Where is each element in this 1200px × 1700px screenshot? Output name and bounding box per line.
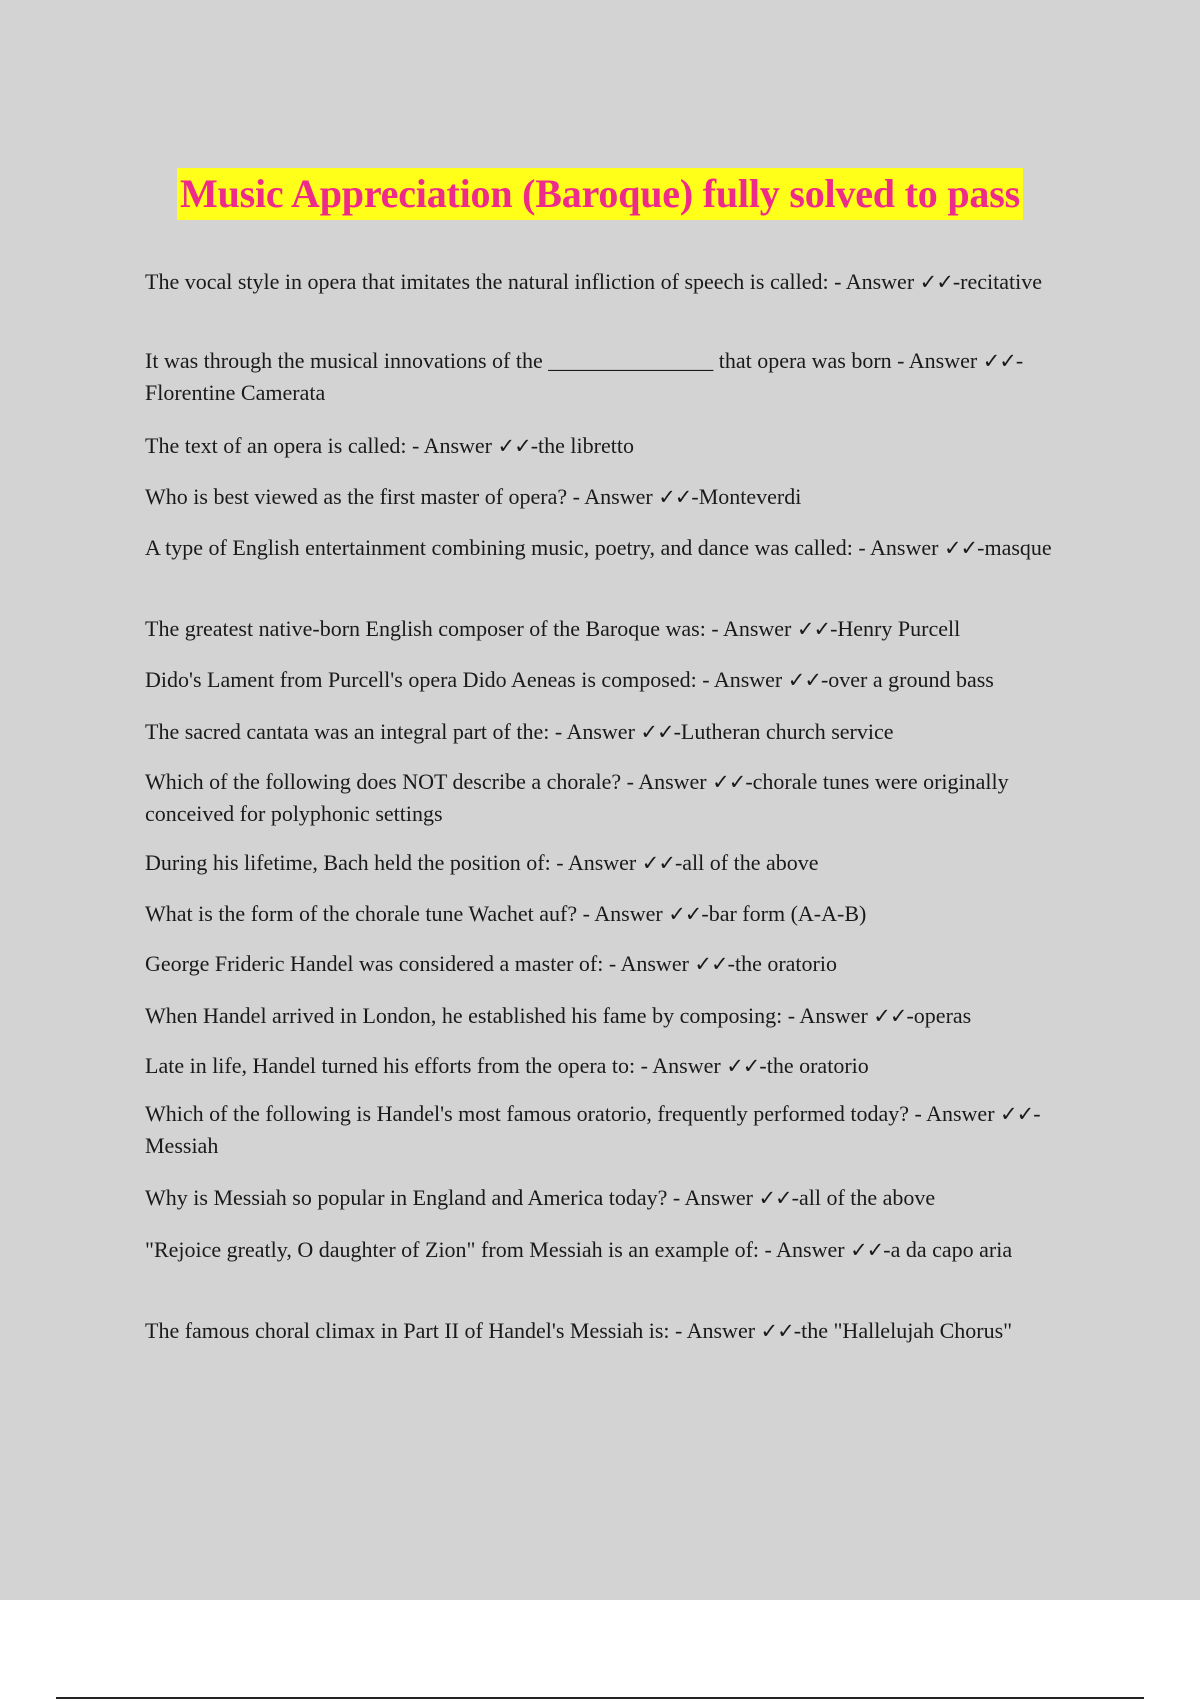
answer-text: -Messiah	[145, 1101, 1041, 1158]
answer-marker: - Answer	[640, 1053, 721, 1078]
answer-text: -the oratorio	[759, 1053, 869, 1078]
question-text: The vocal style in opera that imitates the natural infliction of speech is called:	[145, 269, 829, 294]
qa-item	[145, 898, 1085, 930]
check-icon: ✓✓	[760, 1319, 794, 1343]
question-text: "Rejoice greatly, O daughter of Zion" from Messiah is an example of:	[145, 1237, 760, 1262]
question-text: A type of English entertainment combining music, poetry, and dance was called:	[145, 535, 853, 560]
qa-item	[145, 266, 1085, 298]
question-text: The famous choral climax in Part II of Handel's Messiah is:	[145, 1318, 670, 1343]
answer-text: -bar form (A-A-B)	[701, 901, 867, 926]
check-icon: ✓✓	[694, 952, 728, 976]
answer-marker: - Answer	[711, 616, 792, 641]
answer-text: -operas	[906, 1003, 972, 1028]
answer-marker: - Answer	[572, 484, 653, 509]
qa-item	[145, 1234, 1085, 1266]
qa-item	[145, 1050, 1085, 1082]
answer-marker: - Answer	[411, 433, 492, 458]
check-icon: ✓✓	[497, 434, 531, 458]
qa-item	[145, 716, 1085, 748]
answer-marker: - Answer	[858, 535, 939, 560]
question-text: When Handel arrived in London, he established his fame by composing:	[145, 1003, 783, 1028]
answer-text: -recitative	[952, 269, 1043, 294]
question-text: Late in life, Handel turned his efforts from the opera to:	[145, 1053, 636, 1078]
question-text: Which of the following is Handel's most famous oratorio, frequently performed today?	[145, 1101, 909, 1126]
answer-text: -all of the above	[674, 850, 819, 875]
check-icon: ✓✓	[712, 770, 746, 794]
question-text: Why is Messiah so popular in England and America today?	[145, 1185, 668, 1210]
question-text: It was through the musical innovations of the _______________ that opera was born	[145, 348, 892, 373]
qa-item	[145, 345, 1085, 408]
answer-marker: - Answer	[764, 1237, 845, 1262]
check-icon: ✓✓	[850, 1238, 884, 1262]
question-text: The text of an opera is called:	[145, 433, 407, 458]
answer-marker: - Answer	[787, 1003, 868, 1028]
check-icon: ✓✓	[758, 1186, 792, 1210]
question-text: George Frideric Handel was considered a master of:	[145, 951, 604, 976]
answer-text: -the oratorio	[727, 951, 837, 976]
qa-item	[145, 1000, 1085, 1032]
question-text: What is the form of the chorale tune Wachet auf?	[145, 901, 578, 926]
question-text: The greatest native-born English composer of the Baroque was:	[145, 616, 706, 641]
answer-text: -Henry Purcell	[830, 616, 961, 641]
answer-text: -over a ground bass	[820, 667, 994, 692]
check-icon: ✓✓	[641, 851, 675, 875]
check-icon: ✓✓	[1000, 1102, 1034, 1126]
question-text: During his lifetime, Bach held the position of:	[145, 850, 551, 875]
check-icon: ✓✓	[658, 485, 692, 509]
qa-item	[145, 948, 1085, 980]
question-text: Dido's Lament from Purcell's opera Dido Aeneas is composed:	[145, 667, 697, 692]
answer-text: -chorale tunes were originally conceived for polyphonic settings	[145, 769, 1009, 826]
answer-text: -the libretto	[530, 433, 634, 458]
qa-item	[145, 847, 1085, 879]
qa-item	[145, 664, 1085, 696]
answer-text: -a da capo aria	[883, 1237, 1013, 1262]
answer-marker: - Answer	[582, 901, 663, 926]
check-icon: ✓✓	[668, 902, 702, 926]
answer-text: -masque	[977, 535, 1052, 560]
answer-text: -Lutheran church service	[673, 719, 894, 744]
answer-marker: - Answer	[672, 1185, 753, 1210]
check-icon: ✓✓	[796, 617, 831, 641]
check-icon: ✓✓	[640, 720, 674, 744]
answer-text: -all of the above	[791, 1185, 936, 1210]
qa-item	[145, 532, 1085, 564]
qa-item	[145, 1182, 1085, 1214]
qa-item	[145, 430, 1085, 462]
answer-marker: - Answer	[556, 850, 637, 875]
question-text: Which of the following does NOT describe a chorale?	[145, 769, 622, 794]
answer-marker: - Answer	[834, 269, 915, 294]
qa-item	[145, 1098, 1085, 1161]
qa-item	[145, 613, 1085, 645]
answer-marker: - Answer	[675, 1318, 756, 1343]
answer-marker: - Answer	[702, 667, 783, 692]
answer-marker: - Answer	[554, 719, 635, 744]
answer-marker: - Answer	[914, 1101, 995, 1126]
answer-text: -Florentine Camerata	[145, 348, 1024, 405]
answer-marker: - Answer	[626, 769, 707, 794]
answer-text: -Monteverdi	[691, 484, 802, 509]
qa-item	[145, 481, 1085, 513]
question-text: Who is best viewed as the first master of opera?	[145, 484, 568, 509]
answer-marker: - Answer	[608, 951, 689, 976]
footer-divider	[56, 1697, 1144, 1699]
check-icon: ✓✓	[873, 1004, 907, 1028]
document-title: Music Appreciation (Baroque) fully solved to pass	[177, 168, 1023, 220]
check-icon: ✓✓	[726, 1054, 760, 1078]
title-container	[0, 168, 1200, 220]
qa-item	[145, 766, 1085, 829]
answer-text: -the "Hallelujah Chorus"	[793, 1318, 1013, 1343]
qa-item	[145, 1315, 1085, 1347]
check-icon: ✓✓	[982, 349, 1016, 373]
answer-marker: - Answer	[897, 348, 978, 373]
check-icon: ✓✓	[943, 536, 978, 560]
question-text: The sacred cantata was an integral part of the:	[145, 719, 550, 744]
check-icon: ✓✓	[919, 270, 953, 294]
check-icon: ✓✓	[787, 668, 821, 692]
